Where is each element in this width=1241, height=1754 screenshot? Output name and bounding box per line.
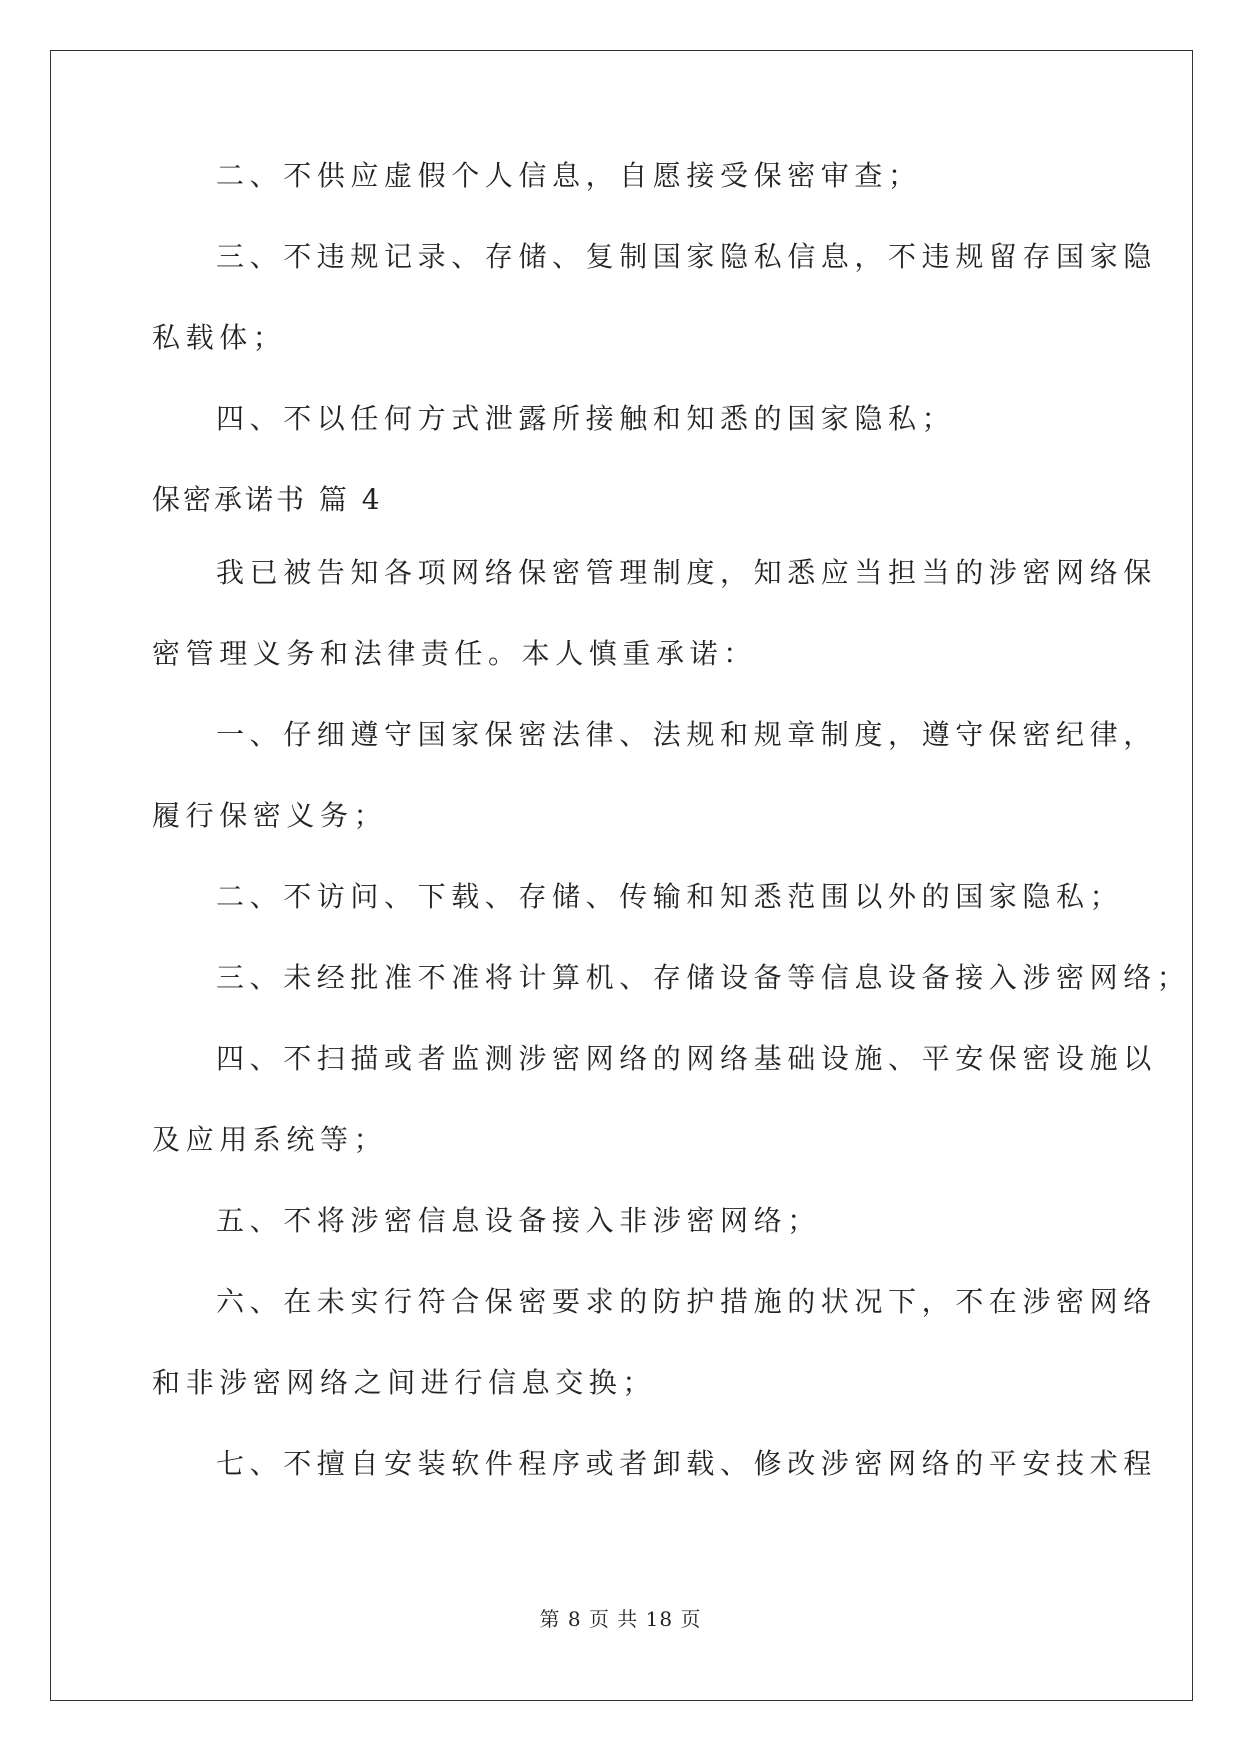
text-line: 三、未经批准不准将计算机、存储设备等信息设备接入涉密网络；: [216, 961, 1191, 994]
text-line: 七、不擅自安装软件程序或者卸载、修改涉密网络的平安技术程: [216, 1447, 1157, 1480]
text-line: 四、不扫描或者监测涉密网络的网络基础设施、平安保密设施以: [216, 1042, 1157, 1075]
page-number-footer: 第 8 页 共 18 页: [539, 1607, 702, 1631]
text-line: 四、不以任何方式泄露所接触和知悉的国家隐私；: [216, 402, 956, 435]
text-line: 二、不访问、下载、存储、传输和知悉范围以外的国家隐私；: [216, 880, 1124, 913]
text-line: 和非涉密网络之间进行信息交换；: [152, 1366, 657, 1399]
text-line: 六、在未实行符合保密要求的防护措施的状况下，不在涉密网络: [216, 1285, 1157, 1318]
text-line: 履行保密义务；: [152, 799, 388, 832]
document-body: [152, 158, 1191, 1527]
text-line: 我已被告知各项网络保密管理制度，知悉应当担当的涉密网络保: [216, 556, 1157, 589]
text-line: 及应用系统等；: [152, 1123, 388, 1156]
text-line: 私载体；: [152, 321, 287, 354]
text-line: 密管理义务和法律责任。本人慎重承诺：: [152, 637, 757, 670]
text-line: 五、不将涉密信息设备接入非涉密网络；: [216, 1204, 821, 1237]
section-heading: 保密承诺书 篇 4: [152, 483, 383, 516]
text-line: 一、仔细遵守国家保密法律、法规和规章制度，遵守保密纪律，: [216, 718, 1157, 751]
text-line: 三、不违规记录、存储、复制国家隐私信息，不违规留存国家隐: [216, 240, 1157, 273]
text-line: 二、不供应虚假个人信息，自愿接受保密审查；: [216, 159, 922, 192]
